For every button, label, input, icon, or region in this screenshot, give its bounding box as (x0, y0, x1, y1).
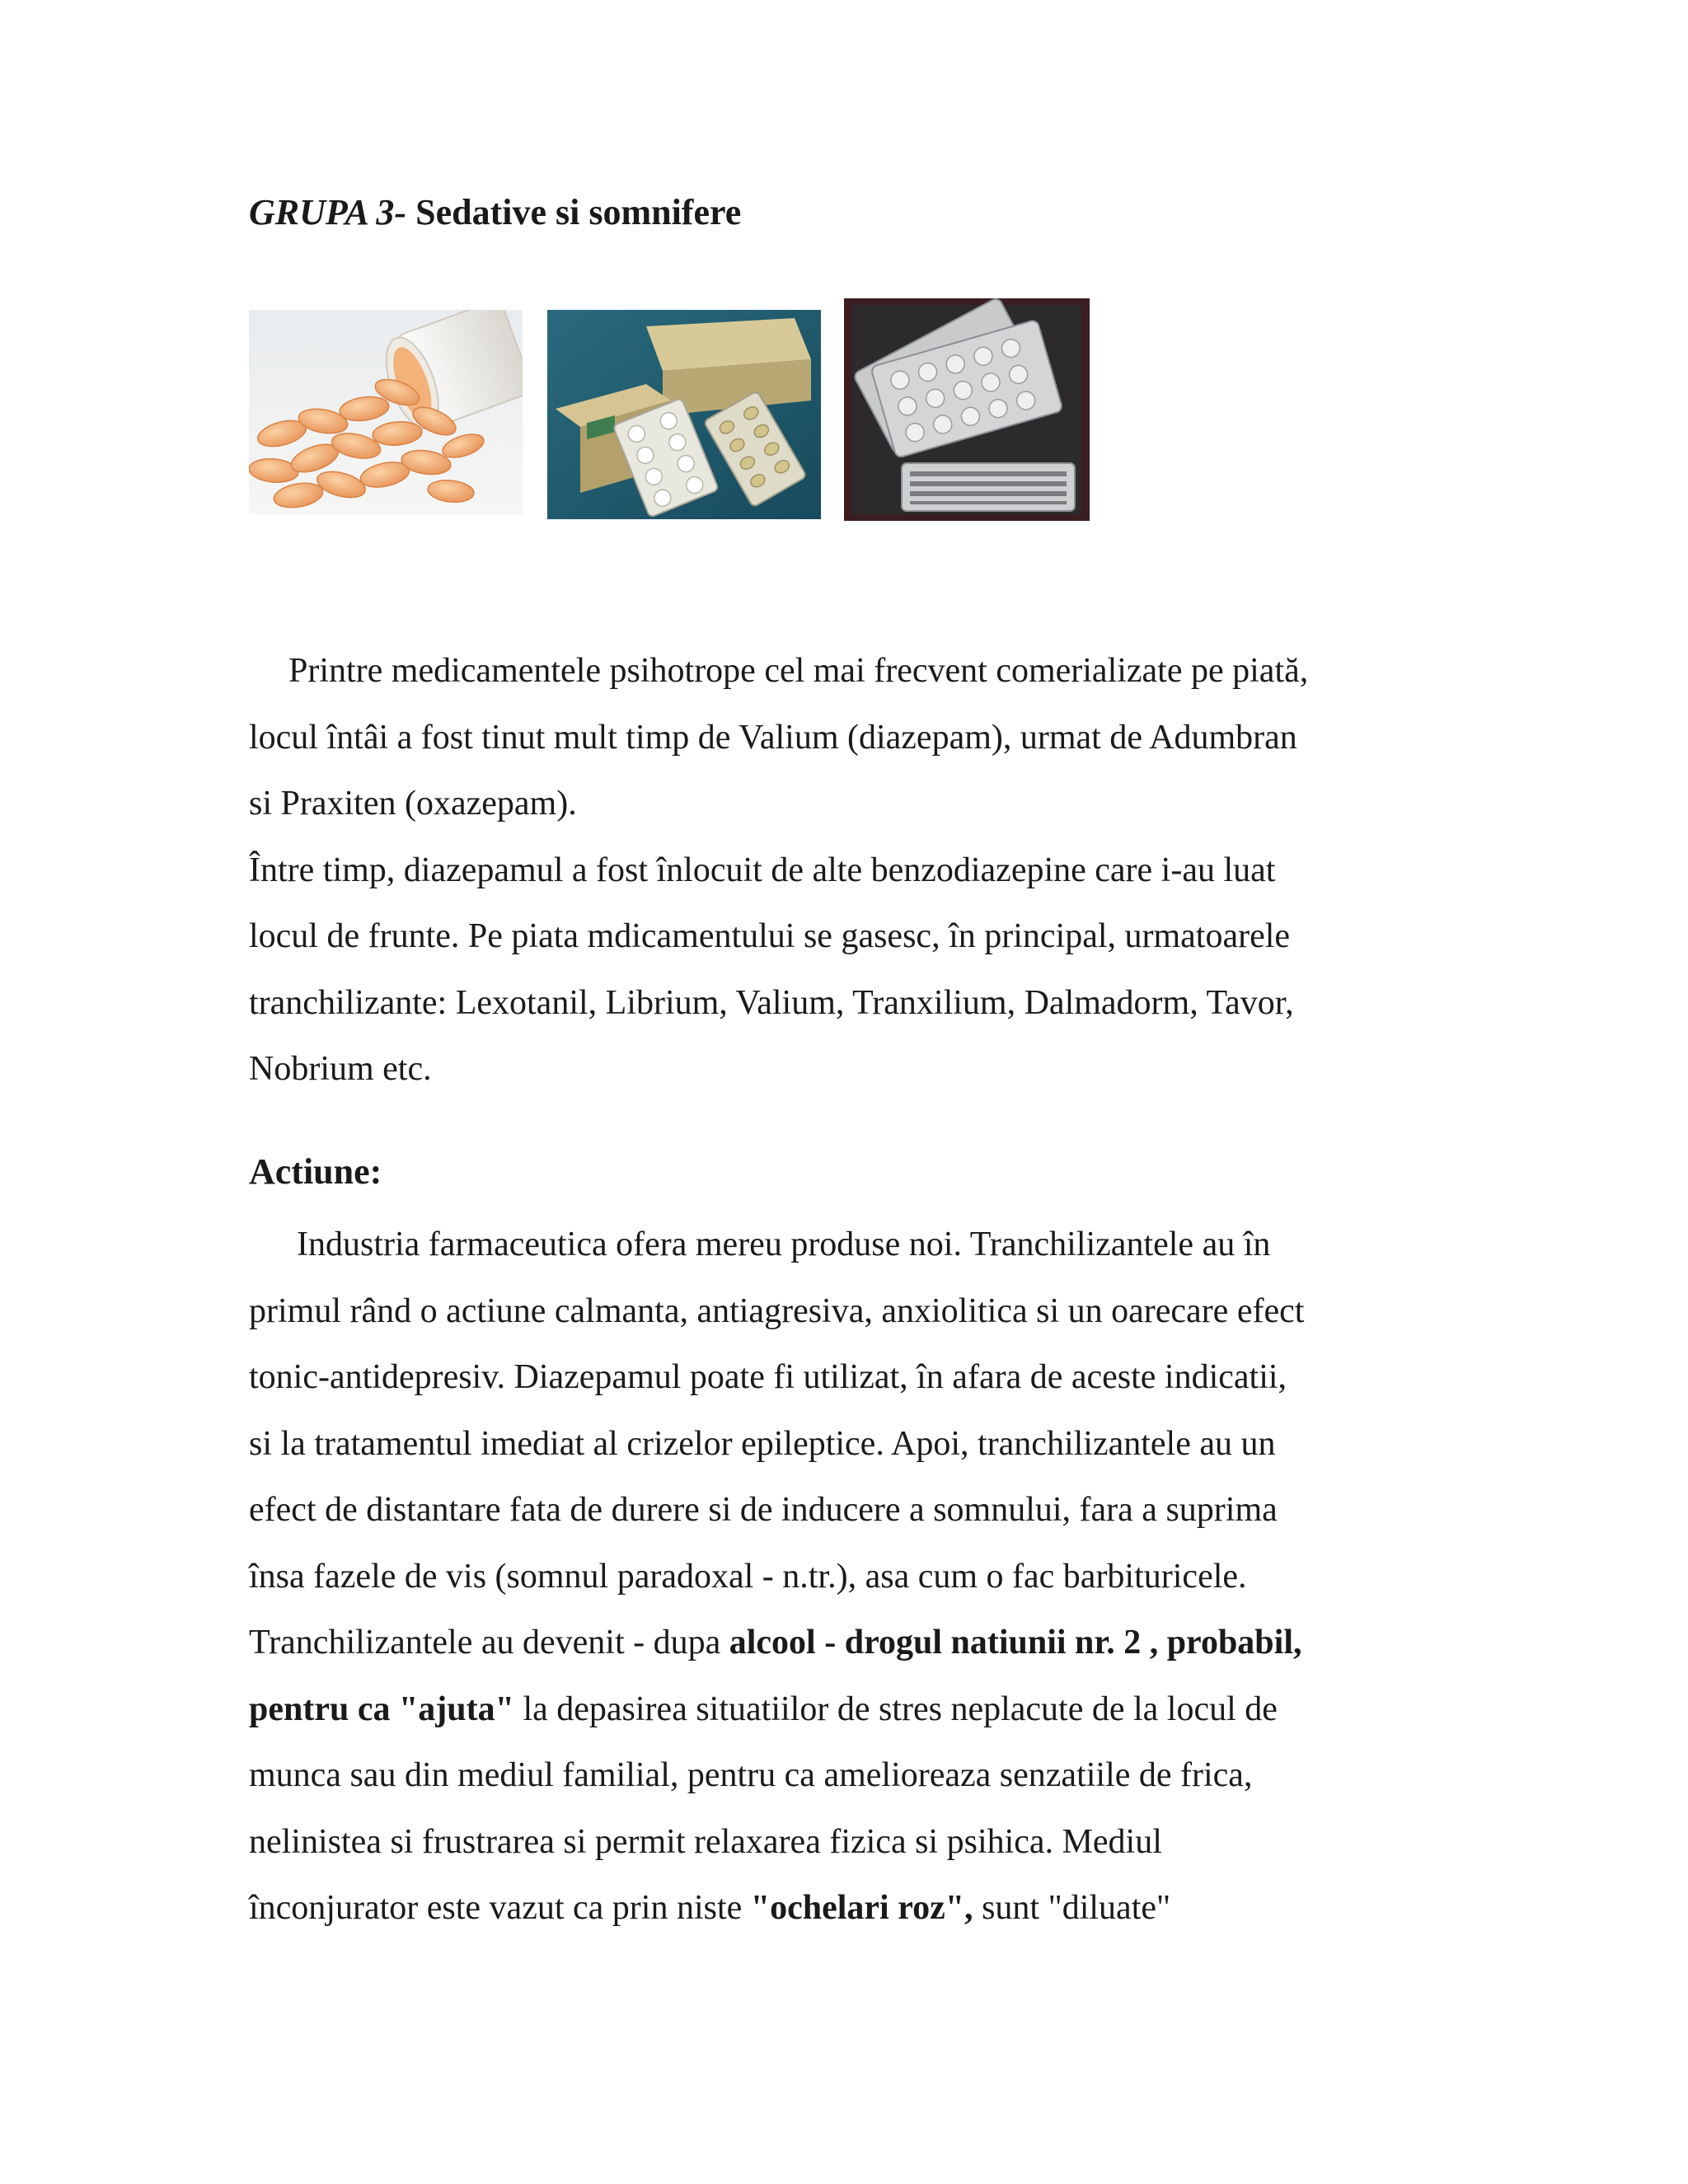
paragraph-line: Industria farmaceutica ofera mereu produse noi. Tranchilizantele au în (297, 1226, 1271, 1263)
paragraph-line: Între timp, diazepamul a fost înlocuit de alte benzodiazepine care i-au luat (249, 851, 1276, 889)
paragraph-line: tranchilizante: Lexotanil, Librium, Valium, Tranxilium, Dalmadorm, Tavor, (249, 983, 1294, 1022)
paragraph-line: tonic-antidepresiv. Diazepamul poate fi utilizat, în afara de aceste indicatii, (249, 1358, 1287, 1396)
bold-phrase: pentru ca "ajuta" (249, 1690, 514, 1728)
bold-phrase: "ochelari roz", (750, 1889, 973, 1927)
paragraph-line: Nobrium etc. (249, 1050, 432, 1088)
paragraph-line: primul rând o actiune calmanta, antiagresiva, anxiolitica si un oarecare efect (249, 1291, 1305, 1330)
line-text: la depasirea situatiilor de stres neplacute de la locul de (513, 1690, 1278, 1728)
paragraph-line: locul de frunte. Pe piata mdicamentului se gasesc, în principal, urmatoarele (249, 917, 1291, 955)
title-text: Sedative si somnifere (406, 192, 742, 232)
title-italic-part: GRUPA 3- (249, 192, 407, 232)
spilled-pills-photo (249, 310, 523, 514)
paragraph-line: nelinistea si frustrarea si permit relaxarea fizica si psihica. Mediul (249, 1822, 1162, 1861)
paragraph-line: efect de distantare fata de durere si de inducere a somnului, fara a suprima (249, 1491, 1278, 1529)
section-title (249, 188, 741, 237)
bold-phrase: alcool - drogul natiunii nr. 2 , probabil, (729, 1624, 1302, 1661)
blister-packs-photo (844, 298, 1090, 521)
pill-boxes-photo (547, 310, 821, 519)
paragraph-line (249, 1676, 1444, 1743)
paragraph-line: însa fazele de vis (somnul paradoxal - n.tr.), asa cum o fac barbituricele. (249, 1557, 1247, 1596)
paragraph-line: si Praxiten (oxazepam). (249, 785, 577, 823)
photo-strip (249, 298, 1090, 527)
paragraph-line: si la tratamentul imediat al crizelor epileptice. Apoi, tranchilizantele au un (249, 1424, 1276, 1463)
line-text: Tranchilizantele au devenit - dupa (249, 1624, 729, 1661)
paragraph-line: munca sau din mediul familial, pentru ca amelioreaza senzatiile de frica, (249, 1756, 1253, 1794)
line-text: sunt "diluate" (973, 1889, 1171, 1927)
line-text: înconjurator este vazut ca prin niste (249, 1889, 751, 1927)
paragraph-line: locul întâi a fost tinut mult timp de Valium (diazepam), urmat de Adumbran (249, 718, 1297, 757)
intro-paragraph (249, 638, 1444, 1103)
paragraph-line (249, 1610, 1444, 1676)
section-heading: Actiune: (249, 1151, 382, 1192)
paragraph-line (249, 1875, 1444, 1942)
paragraph-line: Printre medicamentele psihotrope cel mai frecvent comerializate pe piată, (288, 652, 1309, 690)
action-paragraph (249, 1212, 1444, 1942)
